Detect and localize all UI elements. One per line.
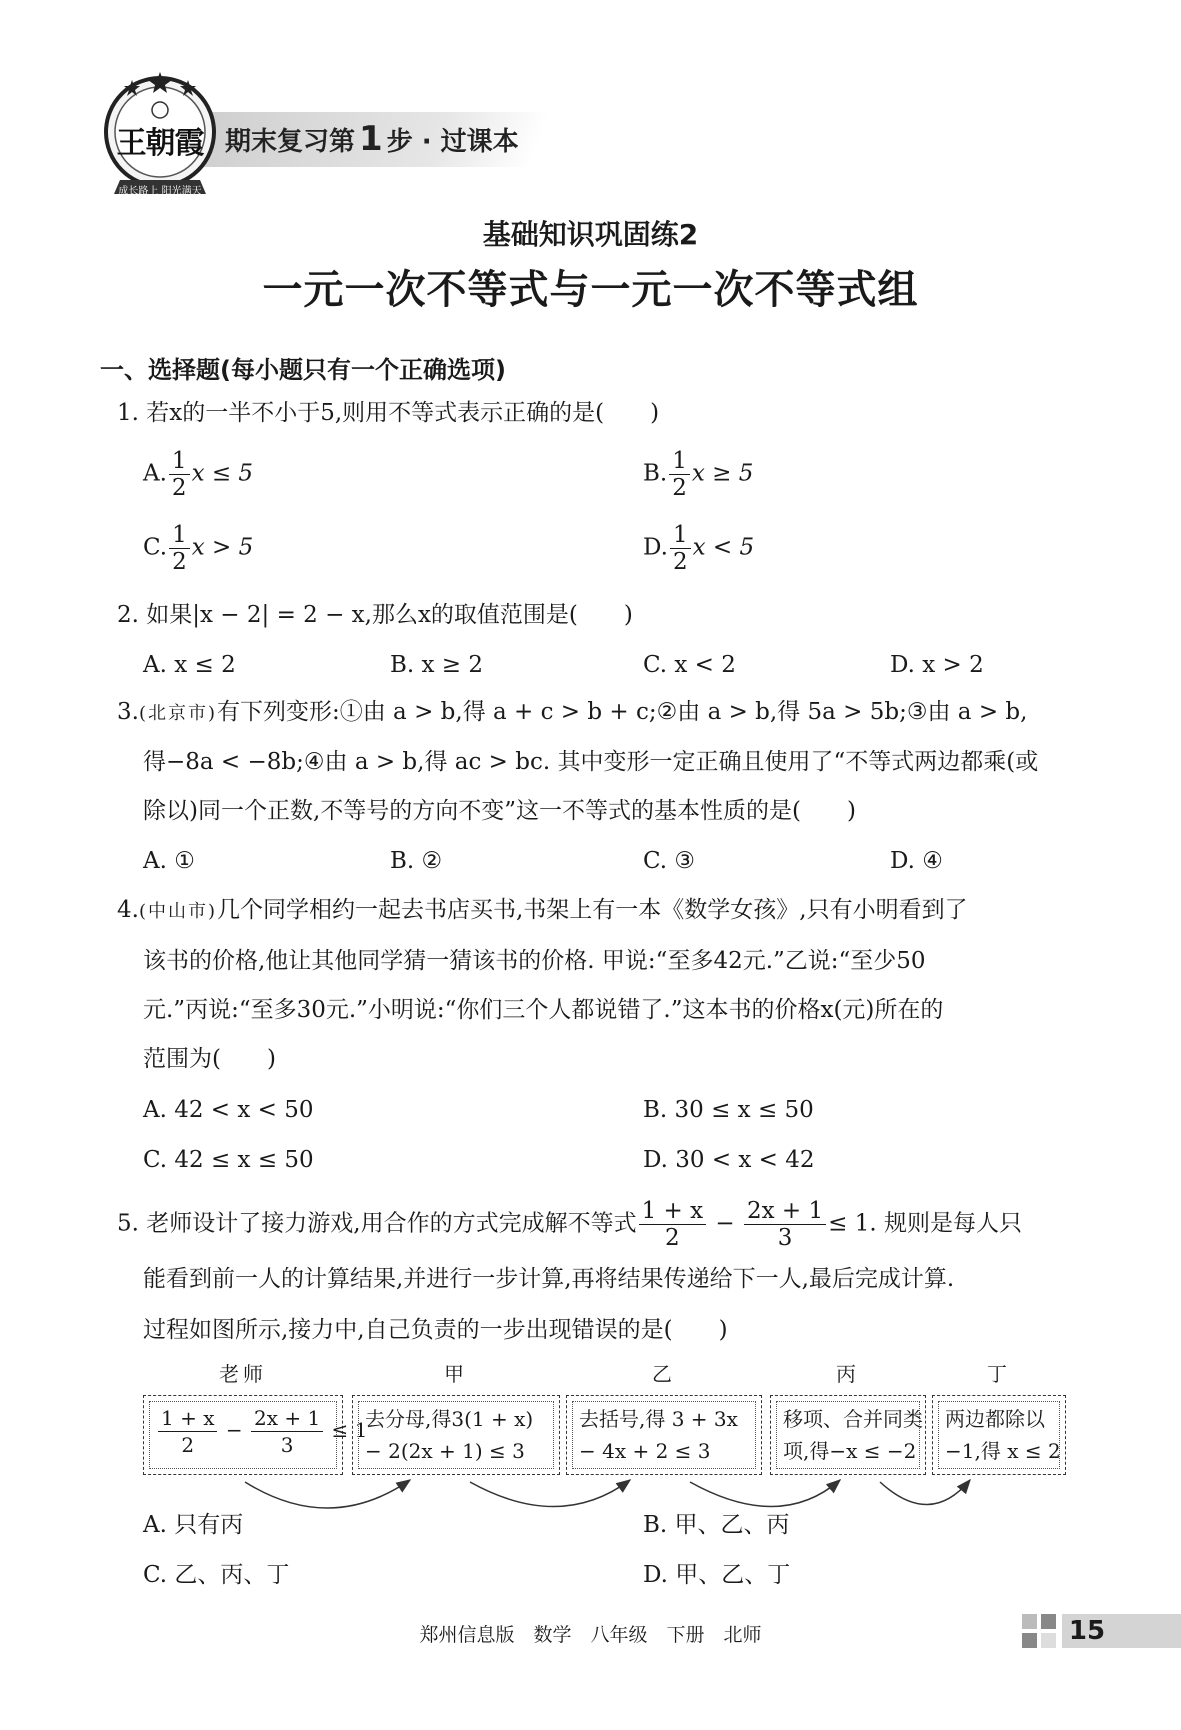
flow-label-yi: 乙: [652, 1362, 676, 1386]
q4-line-4: 范围为( ): [143, 1046, 276, 1072]
arrow-jia-to-yi: [470, 1480, 630, 1507]
flow-label-ding: 丁: [987, 1362, 1011, 1386]
q1-stem: 1. 若x的一半不小于5,则用不等式表示正确的是( ): [117, 400, 660, 426]
q5-option-d[interactable]: D. 甲、乙、丁: [643, 1562, 791, 1588]
page-number: 15: [1068, 1616, 1106, 1646]
flow-box-yi: 去括号,得 3 + 3x − 4x + 2 ≤ 3: [566, 1395, 762, 1475]
q5-option-b[interactable]: B. 甲、乙、丙: [643, 1512, 790, 1538]
footer-info: 郑州信息版 数学 八年级 下册 北师: [419, 1624, 762, 1646]
q3-line-1: 3.(北京市)有下列变形:①由 a > b,得 a + c > b + c;②由 a > b,得 5a > 5b;③由 a > b,: [117, 699, 1028, 725]
q4-option-b[interactable]: B. 30 ≤ x ≤ 50: [643, 1097, 814, 1123]
logo-name: 王朝霞: [116, 126, 204, 161]
q2-option-c[interactable]: C. x < 2: [643, 652, 736, 678]
q5-line-2: 能看到前一人的计算结果,并进行一步计算,再将结果传递给下一人,最后完成计算.: [143, 1266, 955, 1292]
q1-option-a[interactable]: A. $\frac{1}{2}$ x ≤ 5: [143, 448, 254, 501]
subtitle: 基础知识巩固练2: [482, 218, 699, 251]
q5-line-1: 5. 老师设计了接力游戏,用合作的方式完成解不等式 $\frac{1 + x}{2}$ − $\frac{2x + 1}{3}$ ≤ 1. 规则是每人只: [117, 1198, 1022, 1251]
q1-option-b[interactable]: B. $\frac{1}{2}$ x ≥ 5: [643, 448, 754, 501]
section-heading: 一、选择题(每小题只有一个正确选项): [100, 356, 506, 384]
q5-line-3: 过程如图所示,接力中,自己负责的一步出现错误的是( ): [143, 1317, 728, 1343]
q4-line-2: 该书的价格,他让其他同学猜一猜该书的价格. 甲说:“至多42元.”乙说:“至少50: [143, 948, 926, 974]
q3-line-2: 得−8a < −8b;④由 a > b,得 ac > bc. 其中变形一定正确且使用了“不等式两边都乘(或: [143, 749, 1039, 775]
q3-source-tag: (北京市): [138, 703, 217, 724]
header-step-label: 期末复习第 1 步 · 过课本: [225, 119, 519, 159]
arrow-bing-to-ding: [880, 1480, 970, 1505]
q5-option-a[interactable]: A. 只有丙: [143, 1512, 244, 1538]
q3-option-a[interactable]: A. ①: [143, 848, 195, 874]
flow-label-teacher: 老师: [219, 1362, 267, 1386]
q4-option-d[interactable]: D. 30 < x < 42: [643, 1147, 815, 1173]
flow-box-jia: 去分母,得3(1 + x) − 2(2x + 1) ≤ 3: [352, 1395, 560, 1475]
footer-dots: [1022, 1614, 1056, 1648]
q4-source-tag: (中山市): [138, 901, 217, 922]
q1-option-c[interactable]: C. $\frac{1}{2}$ x > 5: [143, 522, 254, 575]
q3-line-3: 除以)同一个正数,不等号的方向不变”这一不等式的基本性质的是( ): [143, 798, 856, 824]
logo-slogan: 成长路上 阳光满天: [118, 186, 202, 197]
flow-label-bing: 丙: [836, 1362, 860, 1386]
q1-option-d[interactable]: D. $\frac{1}{2}$ x < 5: [643, 522, 755, 575]
q3-option-c[interactable]: C. ③: [643, 848, 696, 874]
flow-box-ding: 两边都除以 −1,得 x ≤ 2: [932, 1395, 1066, 1475]
flow-label-jia: 甲: [444, 1362, 468, 1386]
arrow-teacher-to-jia: [245, 1480, 410, 1508]
page-title: 一元一次不等式与一元一次不等式组: [262, 267, 919, 313]
q2-option-a[interactable]: A. x ≤ 2: [143, 652, 236, 678]
q4-line-1: 4.(中山市)几个同学相约一起去书店买书,书架上有一本《数学女孩》,只有小明看到了: [117, 897, 968, 923]
q4-line-3: 元.”丙说:“至多30元.”小明说:“你们三个人都说错了.”这本书的价格x(元)所在的: [143, 997, 944, 1023]
flow-box-bing: 移项、合并同类 项,得−x ≤ −2: [770, 1395, 926, 1475]
flow-box-teacher: $\frac{1 + x}{2}$ − $\frac{2x + 1}{3}$ ≤ 1: [143, 1395, 343, 1475]
q2-stem: 2. 如果|x − 2| = 2 − x,那么x的取值范围是( ): [117, 602, 633, 628]
q3-option-d[interactable]: D. ④: [890, 848, 943, 874]
q4-option-c[interactable]: C. 42 ≤ x ≤ 50: [143, 1147, 314, 1173]
arrow-yi-to-bing: [690, 1480, 840, 1507]
q5-option-c[interactable]: C. 乙、丙、丁: [143, 1562, 290, 1588]
q2-option-b[interactable]: B. x ≥ 2: [390, 652, 484, 678]
q3-option-b[interactable]: B. ②: [390, 848, 443, 874]
q2-option-d[interactable]: D. x > 2: [890, 652, 984, 678]
q4-option-a[interactable]: A. 42 < x < 50: [143, 1097, 314, 1123]
